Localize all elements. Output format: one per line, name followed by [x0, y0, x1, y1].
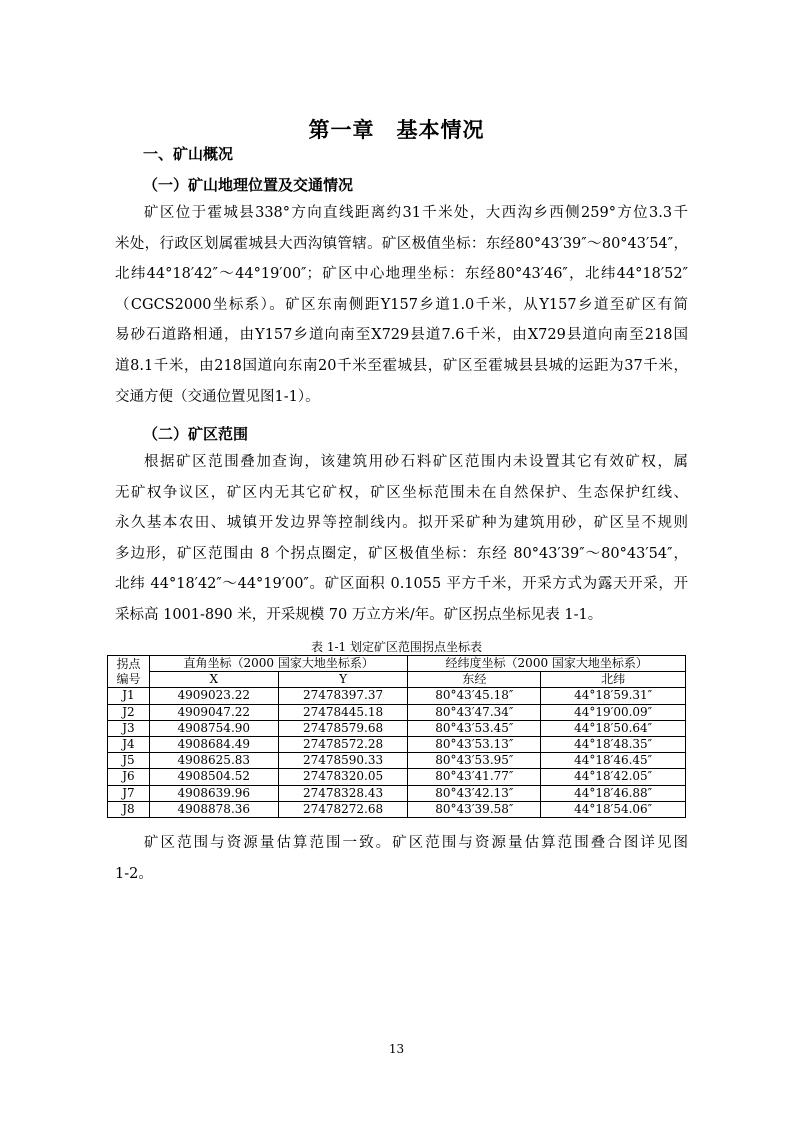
cell-latitude: 44°18′54.06″: [541, 801, 686, 817]
paragraph-line: 矿区范围与资源量估算范围一致。矿区范围与资源量估算范围叠合图详见图: [144, 835, 688, 851]
cell-y: 27478328.43: [278, 785, 408, 801]
paragraph-line: （CGCS2000坐标系）。矿区东南侧距Y157乡道1.0千米，从Y157乡道至矿区有简: [115, 296, 688, 313]
table-caption: 表 1-1 划定矿区范围拐点坐标表: [311, 640, 482, 654]
cell-point-id: J2: [108, 704, 150, 720]
cell-y: 27478590.33: [278, 753, 408, 769]
cell-longitude: 80°43′42.13″: [408, 785, 541, 801]
cell-longitude: 80°43′41.77″: [408, 769, 541, 785]
cell-longitude: 80°43′47.34″: [408, 704, 541, 720]
cell-x: 4908625.83: [149, 753, 278, 769]
table-row: [108, 785, 686, 801]
table-row: [108, 753, 686, 769]
cell-latitude: 44°19′00.09″: [541, 704, 686, 720]
cell-latitude: 44°18′59.31″: [541, 688, 686, 704]
paragraph-line: 米处，行政区划属霍城县大西沟镇管辖。矿区极值坐标：东经80°43′39″～80°43′54″，: [115, 235, 688, 252]
paragraph-line: 道8.1千米，由218国道向东南20千米至霍城县，矿区至霍城县县城的运距为37千米，: [115, 357, 688, 374]
cell-point-id: J1: [108, 688, 150, 704]
paragraph-line: 永久基本农田、城镇开发边界等控制线内。拟开采矿种为建筑用砂，矿区呈不规则: [115, 515, 688, 532]
page-number: 13: [388, 1042, 405, 1056]
paragraph-line: 易砂石道路相通，由Y157乡道向南至X729县道7.6千米，由X729县道向南至218国: [115, 327, 688, 344]
table-row: [108, 801, 686, 817]
cell-latitude: 44°18′46.45″: [541, 753, 686, 769]
table-row: [108, 704, 686, 720]
header-rect-coordinates: 直角坐标（2000 国家大地坐标系）: [149, 656, 408, 672]
paragraph-line: 根据矿区范围叠加查询，该建筑用砂石料矿区范围内未设置其它有效矿权，属: [144, 454, 688, 470]
cell-longitude: 80°43′45.18″: [408, 688, 541, 704]
table-row: [108, 720, 686, 736]
cell-y: 27478579.68: [278, 720, 408, 736]
cell-point-id: J6: [108, 769, 150, 785]
cell-x: 4908878.36: [149, 801, 278, 817]
chapter-number: 第一章: [308, 118, 375, 142]
table-row: [108, 688, 686, 704]
cell-latitude: 44°18′48.35″: [541, 736, 686, 752]
subsection-heading-location: （一）矿山地理位置及交通情况: [143, 176, 354, 194]
paragraph-line: 北纬44°18′42″～44°19′00″；矿区中心地理坐标：东经80°43′46″，北纬44°18′52″: [115, 266, 688, 283]
coordinates-table: [107, 655, 686, 818]
cell-longitude: 80°43′53.95″: [408, 753, 541, 769]
cell-point-id: J3: [108, 720, 150, 736]
cell-longitude: 80°43′53.13″: [408, 736, 541, 752]
cell-point-id: J4: [108, 736, 150, 752]
header-geo-coordinates: 经纬度坐标（2000 国家大地坐标系）: [408, 656, 686, 672]
paragraph-line: 交通方便（交通位置见图1-1）。: [115, 388, 320, 405]
cell-longitude: 80°43′39.58″: [408, 801, 541, 817]
cell-y: 27478572.28: [278, 736, 408, 752]
header-y: Y: [278, 672, 408, 688]
paragraph-line: 采标高 1001-890 米，开采规模 70 万立方米/年。矿区拐点坐标见表 1-1。: [115, 606, 603, 623]
cell-x: 4908754.90: [149, 720, 278, 736]
paragraph-line: 多边形，矿区范围由 8 个拐点圈定，矿区极值坐标：东经 80°43′39″～80°43′54″，: [115, 545, 688, 562]
paragraph-location: [115, 198, 688, 412]
subsection-heading-mine-range: （二）矿区范围: [143, 425, 249, 443]
header-point-number: 拐点 编号: [108, 656, 150, 688]
paragraph-line: 矿区位于霍城县338°方向直线距离约31千米处，大西沟乡西侧259°方位3.3千: [144, 205, 688, 221]
cell-latitude: 44°18′50.64″: [541, 720, 686, 736]
paragraph-line: 无矿权争议区，矿区内无其它矿权，矿区坐标范围未在自然保护、生态保护红线、: [115, 484, 688, 501]
header-longitude: 东经: [408, 672, 541, 688]
table-row: [108, 769, 686, 785]
cell-y: 27478445.18: [278, 704, 408, 720]
cell-x: 4909023.22: [149, 688, 278, 704]
header-latitude: 北纬: [541, 672, 686, 688]
chapter-title: [0, 114, 793, 144]
paragraph-line: 1-2。: [115, 865, 153, 882]
cell-y: 27478320.05: [278, 769, 408, 785]
paragraph-line: 北纬 44°18′42″～44°19′00″。矿区面积 0.1055 平方千米，开采方式为露天开采，开: [115, 576, 688, 593]
header-x: X: [149, 672, 278, 688]
cell-latitude: 44°18′46.88″: [541, 785, 686, 801]
cell-point-id: J5: [108, 753, 150, 769]
chapter-name: 基本情况: [396, 118, 485, 142]
cell-point-id: J8: [108, 801, 150, 817]
cell-x: 4908639.96: [149, 785, 278, 801]
cell-x: 4909047.22: [149, 704, 278, 720]
cell-latitude: 44°18′42.05″: [541, 769, 686, 785]
cell-y: 27478272.68: [278, 801, 408, 817]
cell-x: 4908684.49: [149, 736, 278, 752]
cell-x: 4908504.52: [149, 769, 278, 785]
table-row: [108, 736, 686, 752]
paragraph-mine-range: [115, 447, 688, 631]
paragraph-range-consistency: [115, 828, 688, 889]
cell-y: 27478397.37: [278, 688, 408, 704]
cell-longitude: 80°43′53.45″: [408, 720, 541, 736]
section-heading-mine-overview: 一、矿山概况: [143, 145, 234, 163]
cell-point-id: J7: [108, 785, 150, 801]
